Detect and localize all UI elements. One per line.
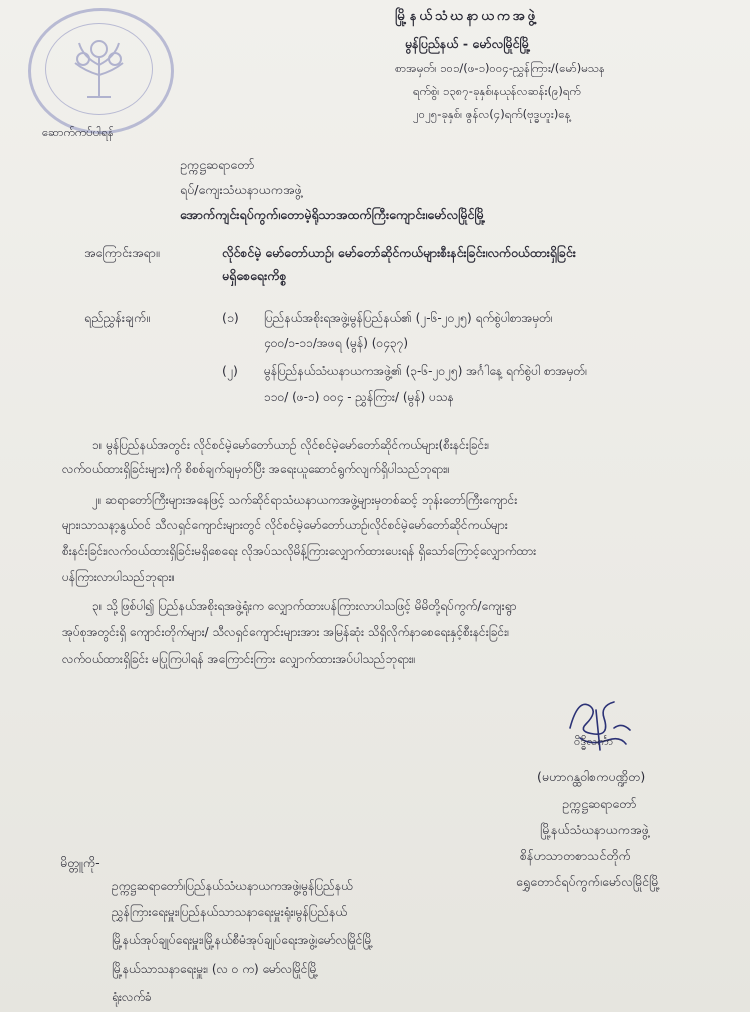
reference-2-line-2: ၁၁၀/ (ဖ-၁) ၀၀၄ - ညွှန်ကြား/ (မွန်) ပသန — [264, 390, 454, 404]
reference-1-number: (၁) — [222, 310, 239, 325]
seal-label: ဆောက်ကပ်ပါရန် — [42, 125, 114, 139]
signatory-organization: မြို့နယ်သံဃနာယကအဖွဲ့ — [540, 822, 649, 837]
signatory-monastery: စိန်ဟသာတစာသင်တိုက် — [520, 848, 631, 863]
reference-2-line-1: မွန်ပြည်နယ်သံဃနာယကအဖွဲ့၏ (၃-၆-၂၀၂၅) အင်္ဂါနေ့ ရက်စွဲပါ စာအမှတ်၊ — [264, 364, 588, 378]
reference-1-line-1: ပြည်နယ်အစိုးရအဖွဲ့၊မွန်ပြည်နယ်၏ (၂-၆-၂၀၂၅) ရက်စွဲပါစာအမှတ်၊ — [264, 311, 553, 325]
paragraph-1-line-2: လက်ဝယ်ထားရှိခြင်းများ)ကို စိစစ်ချက်ချမှတ်ပြီး အရေးယူဆောင်ရွက်လျက်ရှိပါသည်ဘုရား။ — [62, 462, 450, 476]
subject-line-1: လိုင်စင်မဲ့ မော်တော်ယာဉ်၊ မော်တော်ဆိုင်ကယ်များစီးနင်းခြင်း၊လက်ဝယ်ထားရှိခြင်း — [222, 246, 576, 260]
signatory-role: ဥက္ကဋ္ဌဆရာတော် — [562, 796, 637, 811]
reference-1-line-2: ၄၀၀/၁-၁၁/အဖရ (မွန်) (၀၄၃၇) — [264, 336, 409, 350]
handwritten-signature-icon — [560, 688, 640, 760]
reference-label: ရည်ညွှန်းချက်။ — [84, 310, 151, 325]
paragraph-2-line-1: ၂။ ဆရာတော်ကြီးများအနေဖြင့် သက်ဆိုင်ရာသံဃနာယကအဖွဲ့များမှတစ်ဆင့် ဘုန်းတော်ကြီးကျောင်း — [92, 493, 518, 507]
recipient-address: အောက်ကျင်းရပ်ကွက်၊တောမဲ့ရိုသာအထက်ကြီးကျောင်း၊မော်လမြိုင်မြို့ — [180, 207, 486, 222]
letter-date-gregorian: ၂၀၂၅-ခုနှစ်၊ ဇွန်လ(၄)ရက်(ဗုဒ္ဓဟူး)နေ့ — [413, 107, 571, 121]
letter-number: စာအမှတ်၊ ၁၀၁/(ဖ-၁)၀၀၄-ညွှန်ကြား/(မော်)မသန — [395, 61, 605, 75]
seal-emblem-icon — [69, 35, 129, 101]
paragraph-1-line-1: ၁။ မွန်ပြည်နယ်အတွင်း လိုင်စင်မဲ့မော်တော်ယာဉ် လိုင်စင်မဲ့မော်တော်ဆိုင်ကယ်များ(စီးနင်းခြင်း၊ — [92, 438, 490, 452]
cc-label: မိတ္တူကို- — [60, 855, 100, 870]
paragraph-3-line-1: ၃။ သို့ဖြစ်ပါ၍ ပြည်နယ်အစိုးရအဖွဲ့ရုံးက လျှောက်ထားပန်ကြားလာပါသဖြင့် မိမိတို့ရပ်ကွက်/ကျေးရွာ — [92, 599, 517, 613]
issuer-location: မွန်ပြည်နယ် - မော်လမြိုင်မြို့ — [405, 36, 531, 51]
cc-recipient-5: ရုံးလက်ခံ — [112, 990, 152, 1004]
subject-label: အကြောင်းအရာ။ — [84, 245, 160, 260]
recipient-organization: ရပ်/ကျေးသံဃနာယကအဖွဲ့ — [180, 182, 302, 197]
paragraph-3-line-2: အုပ်စုအတွင်းရှိ ကျောင်းတိုက်များ/ သီလရှင်ကျောင်းများအား အမြန်ဆုံး သိရှိလိုက်နာစေရေးနှင့်စီးနင်းခြင်း၊ — [62, 625, 510, 639]
cc-recipient-4: မြို့နယ်သာသနာရေးမှူး၊ (လ ၀ က) မော်လမြိုင်မြို့ — [112, 962, 319, 976]
paragraph-2-line-4: ပန်ကြားလာပါသည်ဘုရား။ — [62, 570, 176, 584]
cc-recipient-1: ဥက္ကဋ္ဌဆရာတော်၊ပြည်နယ်သံဃနာယကအဖွဲ့၊မွန်ပြည်နယ် — [112, 879, 353, 893]
letter-date-lunar: ရက်စွဲ၊ ၁၃၈၇-ခုနှစ်၊နယုန်လဆန်း(၉)ရက် — [413, 84, 581, 98]
signatory-title: (မဟာဂန္ထဝါစကပဏ္ဍိတ) — [537, 769, 646, 784]
reference-2-number: (၂) — [222, 363, 238, 378]
issuer-name: မြို့နယ်သံဃနာယကအဖွဲ့ — [395, 9, 538, 24]
official-seal — [28, 8, 174, 134]
cc-recipient-2: ညွှန်ကြားရေးမှူး၊ပြည်နယ်သာသနာရေးမှူးရုံး၊မွန်ပြည်နယ် — [112, 905, 347, 919]
cc-recipient-3: မြို့နယ်အုပ်ချုပ်ရေးမှူး၊မြို့နယ်စီမံအုပ်ချုပ်ရေးအဖွဲ့၊မော်လမြိုင်မြို့ — [112, 933, 374, 947]
paragraph-2-line-3: စီးနင်းခြင်း၊လက်ဝယ်ထားရှိခြင်းမရှိစေရေး လိုအပ်သလိုမိန့်ကြားလျှောက်ထားပေးရန် ရှိသော်ကြောင့်လျှောက်ထား — [62, 544, 537, 558]
recipient-title: ဥက္ကဋ္ဌဆရာတော် — [180, 157, 255, 172]
subject-line-2: မရှိစေရေးကိစ္စ — [222, 268, 287, 283]
paragraph-2-line-2: များ၊သာသနာ့နွယ်ဝင် သီလရှင်ကျောင်းများတွင် လိုင်စင်မဲ့မော်တော်ယာဉ်၊လိုင်စင်မဲ့မော်တော်ဆိုင်ကယ်များ — [62, 518, 508, 532]
signatory-address: ရွှေတောင်ရပ်ကွက်၊မော်လမြိုင်မြို့ — [516, 874, 661, 889]
signatory-name: ဝိဒ္ဓိလင်္ကာ — [574, 734, 614, 748]
paragraph-3-line-3: လက်ဝယ်ထားရှိခြင်း မပြုကြပါရန် အကြောင်းကြား လျှောက်ထားအပ်ပါသည်ဘုရား။ — [62, 652, 416, 666]
